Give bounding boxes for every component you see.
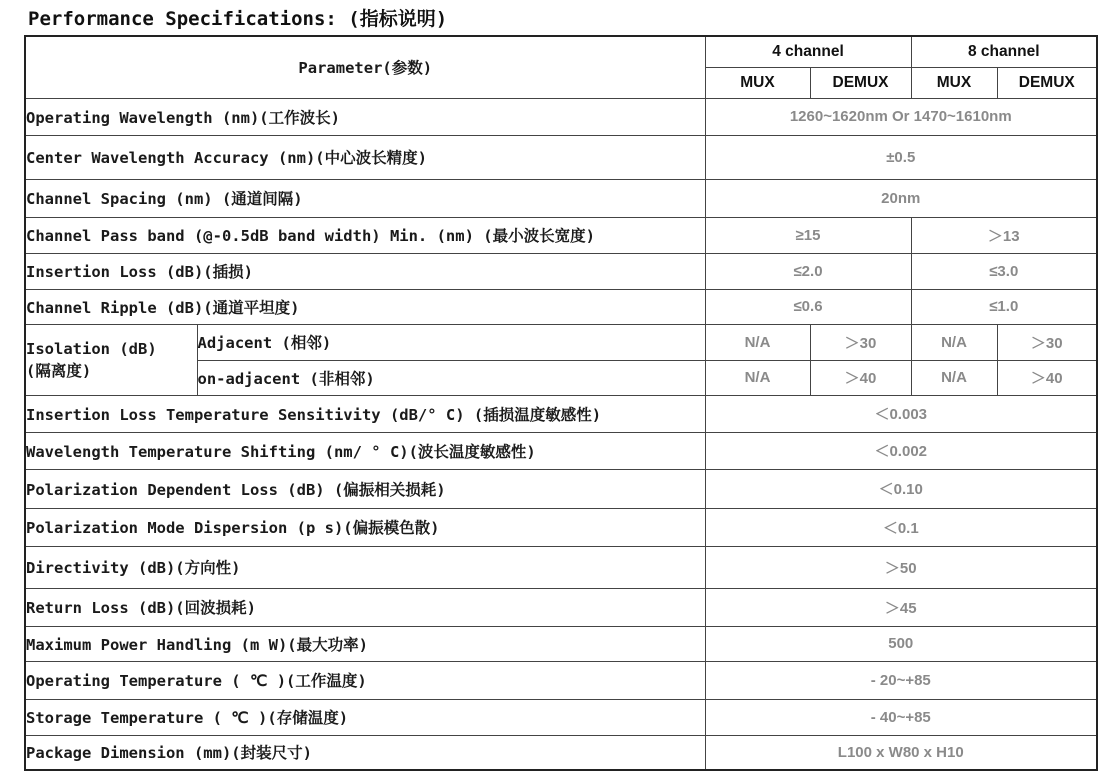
value-return-loss: ＞45 bbox=[705, 588, 1097, 626]
table-row bbox=[25, 699, 1097, 735]
value-pass-band-4ch: ≥15 bbox=[705, 217, 911, 253]
value-max-power: 500 bbox=[705, 626, 1097, 661]
table-row bbox=[25, 735, 1097, 770]
isolation-label-line1: Isolation (dB) bbox=[26, 339, 157, 358]
param-il-temp-sensitivity: Insertion Loss Temperature Sensitivity (dB/° C) (插损温度敏感性) bbox=[25, 395, 705, 432]
table-row bbox=[25, 179, 1097, 217]
value-pdl: ＜0.10 bbox=[705, 469, 1097, 508]
value-adjacent-mux-8ch: N/A bbox=[911, 324, 997, 360]
value-insertion-loss-4ch: ≤2.0 bbox=[705, 253, 911, 289]
param-isolation-adjacent: Adjacent (相邻) bbox=[197, 324, 705, 360]
header-row bbox=[25, 36, 1097, 67]
table-row bbox=[25, 135, 1097, 179]
value-wavelength-temp-shift: ＜0.002 bbox=[705, 432, 1097, 469]
page-title: Performance Specifications: (指标说明) bbox=[28, 8, 448, 30]
value-non-adjacent-mux-8ch: N/A bbox=[911, 360, 997, 395]
table-row bbox=[25, 469, 1097, 508]
param-operating-temp: Operating Temperature ( ℃ )(工作温度) bbox=[25, 661, 705, 699]
header-mux-8: MUX bbox=[911, 67, 997, 98]
table-row bbox=[25, 432, 1097, 469]
param-operating-wavelength: Operating Wavelength (nm)(工作波长) bbox=[25, 98, 705, 135]
param-insertion-loss: Insertion Loss (dB)(插损) bbox=[25, 253, 705, 289]
table-row bbox=[25, 588, 1097, 626]
value-adjacent-demux-8ch: ＞30 bbox=[997, 324, 1097, 360]
param-isolation bbox=[25, 324, 197, 395]
value-channel-ripple-8ch: ≤1.0 bbox=[911, 289, 1097, 324]
value-storage-temp: - 40~+85 bbox=[705, 699, 1097, 735]
param-directivity: Directivity (dB)(方向性) bbox=[25, 546, 705, 588]
param-channel-ripple: Channel Ripple (dB)(通道平坦度) bbox=[25, 289, 705, 324]
value-operating-wavelength: 1260~1620nm Or 1470~1610nm bbox=[705, 98, 1097, 135]
table-row bbox=[25, 289, 1097, 324]
spec-table bbox=[24, 35, 1098, 771]
value-operating-temp: - 20~+85 bbox=[705, 661, 1097, 699]
table-row bbox=[25, 324, 1097, 360]
param-package-dimension: Package Dimension (mm)(封装尺寸) bbox=[25, 735, 705, 770]
table-row bbox=[25, 217, 1097, 253]
value-pmd: ＜0.1 bbox=[705, 508, 1097, 546]
param-isolation-non-adjacent: on-adjacent (非相邻) bbox=[197, 360, 705, 395]
param-channel-pass-band: Channel Pass band (@-0.5dB band width) Min. (nm) (最小波长宽度) bbox=[25, 217, 705, 253]
value-adjacent-demux-4ch: ＞30 bbox=[810, 324, 911, 360]
table-row bbox=[25, 626, 1097, 661]
param-wavelength-temp-shift: Wavelength Temperature Shifting (nm/ ° C)(波长温度敏感性) bbox=[25, 432, 705, 469]
value-adjacent-mux-4ch: N/A bbox=[705, 324, 810, 360]
header-demux-4: DEMUX bbox=[810, 67, 911, 98]
header-8-channel: 8 channel bbox=[911, 36, 1097, 67]
param-storage-temp: Storage Temperature ( ℃ )(存储温度) bbox=[25, 699, 705, 735]
value-il-temp-sensitivity: ＜0.003 bbox=[705, 395, 1097, 432]
parameter-header: Parameter(参数) bbox=[25, 36, 705, 98]
param-max-power: Maximum Power Handling (m W)(最大功率) bbox=[25, 626, 705, 661]
isolation-label-line2: (隔离度) bbox=[26, 361, 92, 380]
param-pmd: Polarization Mode Dispersion (p s)(偏振模色散) bbox=[25, 508, 705, 546]
value-non-adjacent-demux-8ch: ＞40 bbox=[997, 360, 1097, 395]
table-row bbox=[25, 98, 1097, 135]
table-row bbox=[25, 253, 1097, 289]
value-non-adjacent-demux-4ch: ＞40 bbox=[810, 360, 911, 395]
param-channel-spacing: Channel Spacing (nm) (通道间隔) bbox=[25, 179, 705, 217]
value-channel-ripple-4ch: ≤0.6 bbox=[705, 289, 911, 324]
param-center-wavelength-accuracy: Center Wavelength Accuracy (nm)(中心波长精度) bbox=[25, 135, 705, 179]
value-center-wavelength-accuracy: ±0.5 bbox=[705, 135, 1097, 179]
table-row bbox=[25, 508, 1097, 546]
header-demux-8: DEMUX bbox=[997, 67, 1097, 98]
value-directivity: ＞50 bbox=[705, 546, 1097, 588]
value-pass-band-8ch: ＞13 bbox=[911, 217, 1097, 253]
header-mux-4: MUX bbox=[705, 67, 810, 98]
value-insertion-loss-8ch: ≤3.0 bbox=[911, 253, 1097, 289]
table-row bbox=[25, 546, 1097, 588]
header-4-channel: 4 channel bbox=[705, 36, 911, 67]
param-return-loss: Return Loss (dB)(回波损耗) bbox=[25, 588, 705, 626]
value-non-adjacent-mux-4ch: N/A bbox=[705, 360, 810, 395]
value-package-dimension: L100 x W80 x H10 bbox=[705, 735, 1097, 770]
table-row bbox=[25, 395, 1097, 432]
param-pdl: Polarization Dependent Loss (dB) (偏振相关损耗) bbox=[25, 469, 705, 508]
table-row bbox=[25, 661, 1097, 699]
value-channel-spacing: 20nm bbox=[705, 179, 1097, 217]
